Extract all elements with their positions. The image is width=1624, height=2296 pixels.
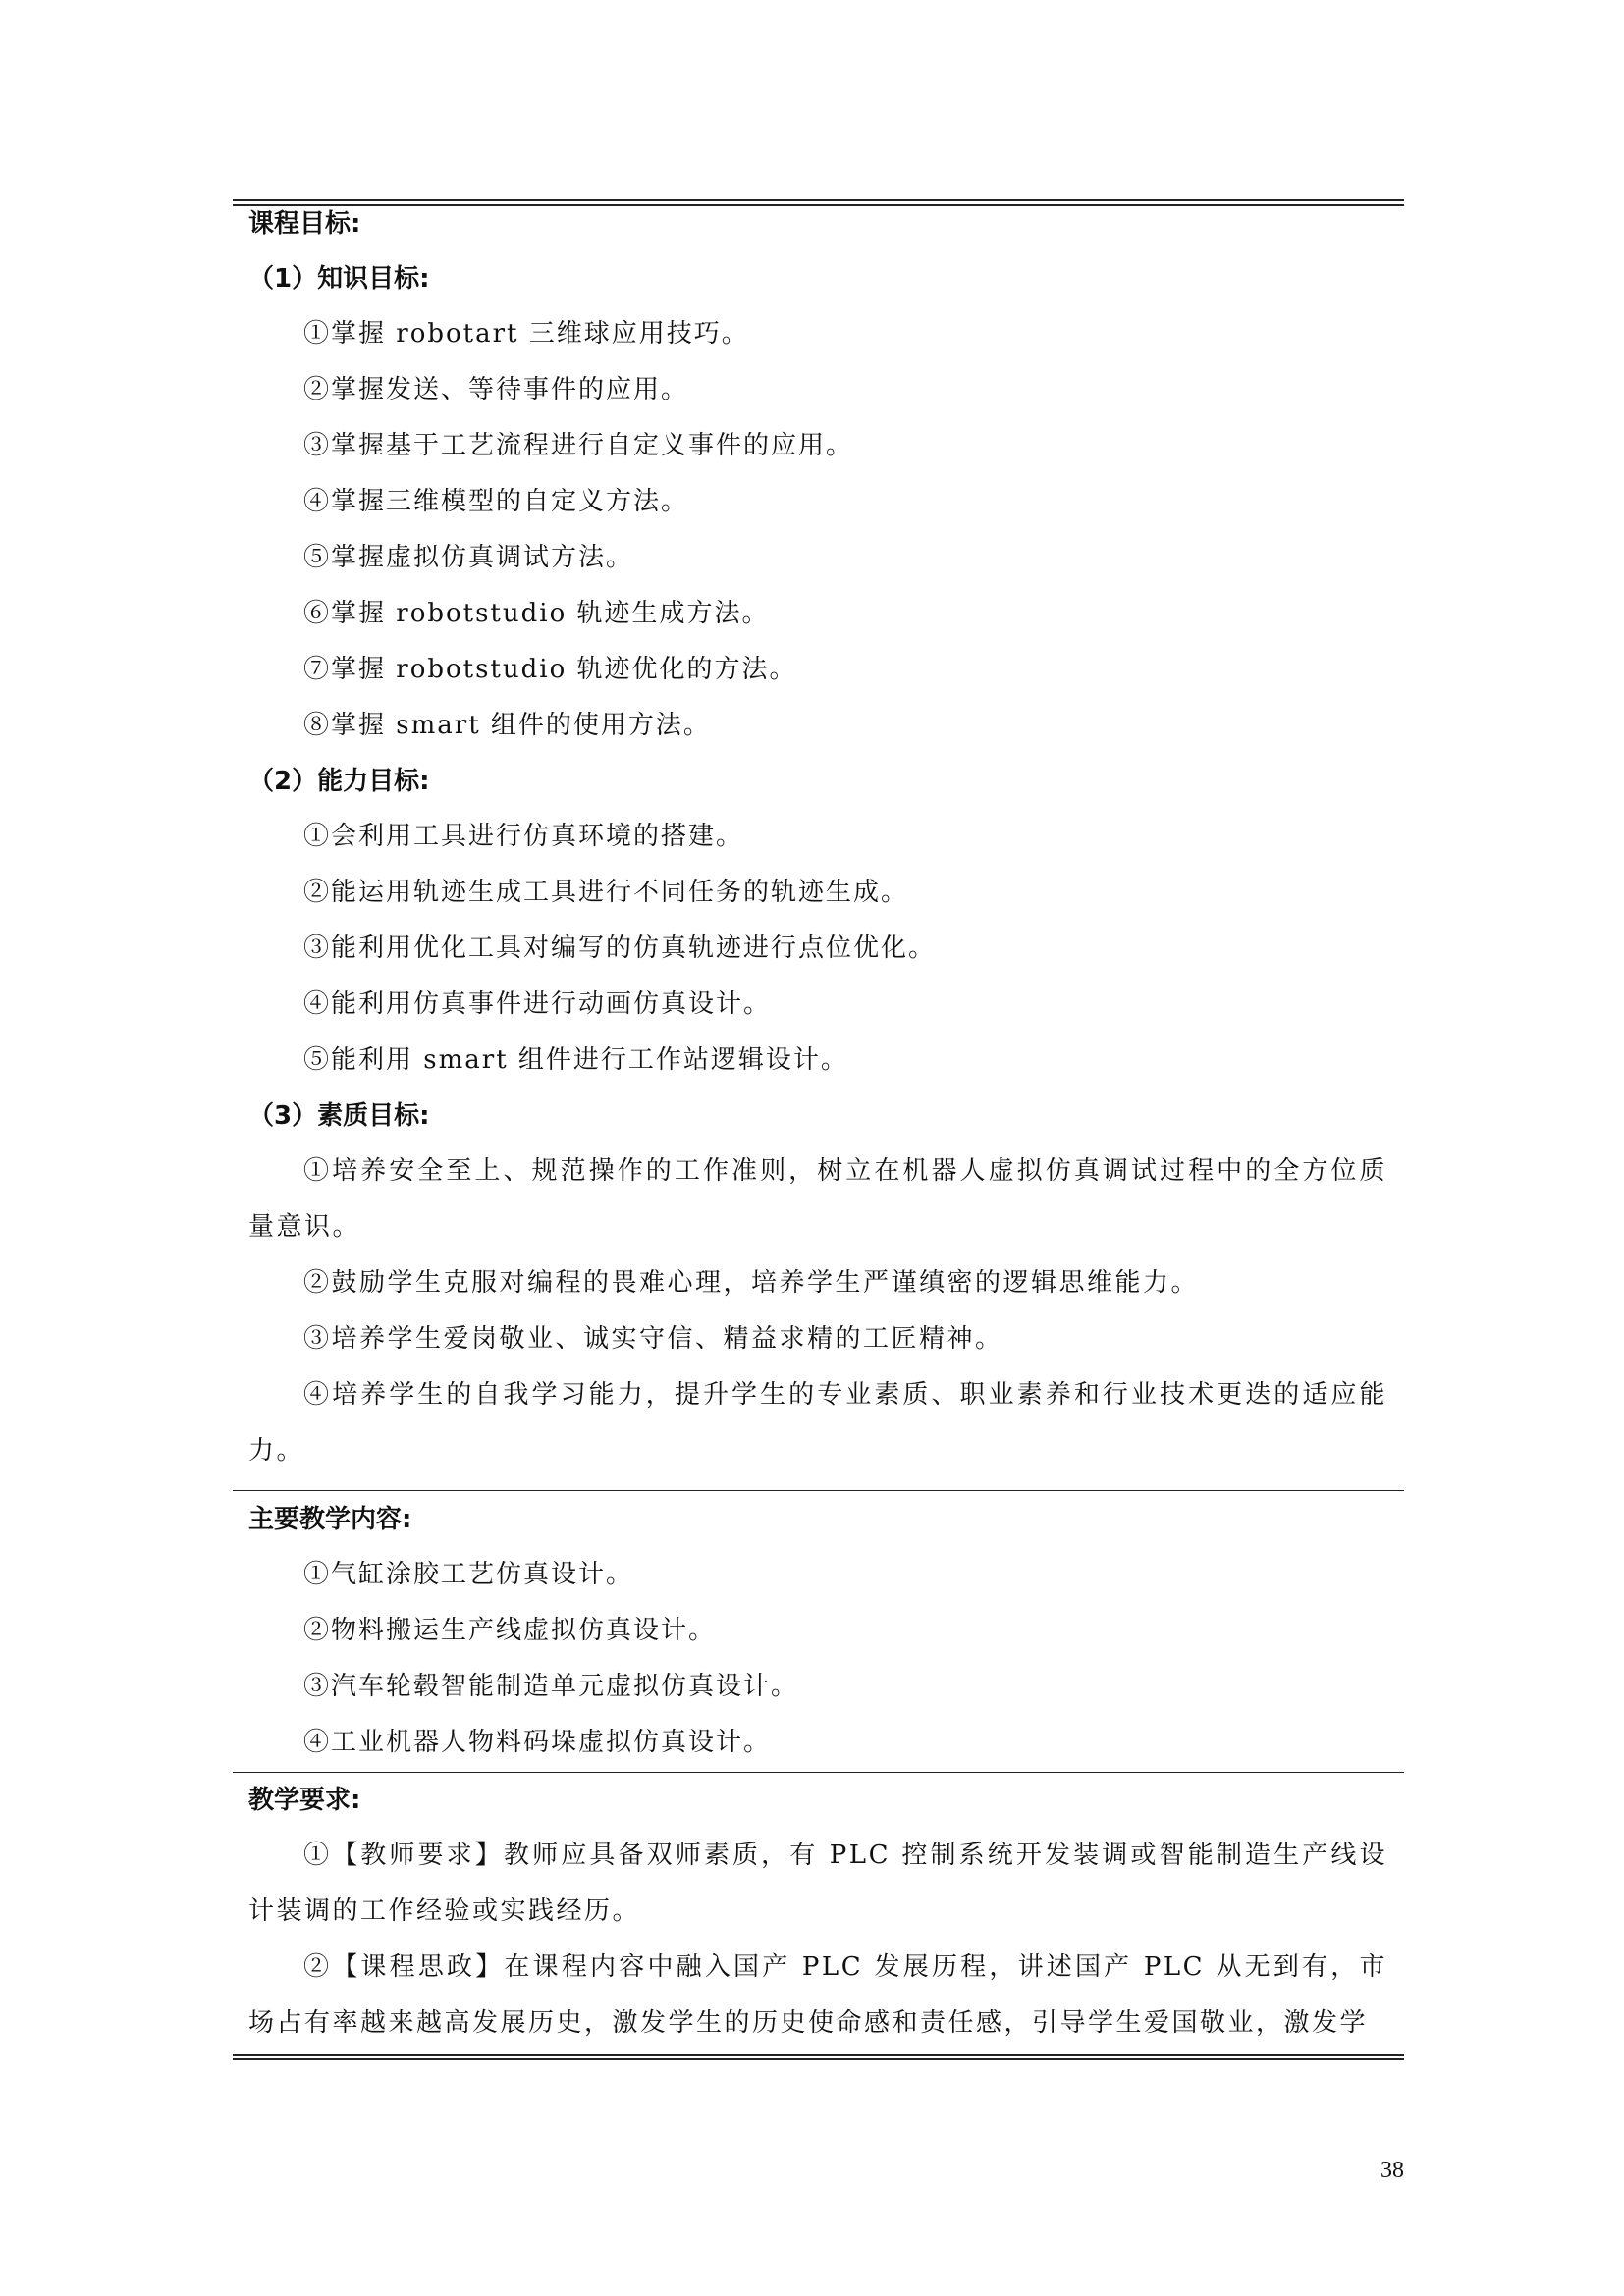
content-item: ③汽车轮毂智能制造单元虚拟仿真设计。 — [303, 1672, 799, 1701]
knowledge-item: ④掌握三维模型的自定义方法。 — [303, 487, 689, 516]
knowledge-item: ⑧掌握 smart 组件的使用方法。 — [303, 711, 711, 740]
requirement-item: ①【教师要求】教师应具备双师素质，有 PLC 控制系统开发装调或智能制造生产线设计装调的工作经验或实践经历。 — [248, 1841, 1387, 1926]
content-item: ②物料搬运生产线虚拟仿真设计。 — [303, 1616, 717, 1645]
ability-item: ②能运用轨迹生成工具进行不同任务的轨迹生成。 — [303, 878, 909, 907]
requirement-item: ②【课程思政】在课程内容中融入国产 PLC 发展历程，讲述国产 PLC 从无到有，市场占有率越来越高发展历史，激发学生的历史使命感和责任感，引导学生爱国敬业，激发学 — [248, 1952, 1387, 2038]
main-content-section — [248, 1492, 1387, 1771]
section-divider — [233, 1490, 1404, 1491]
knowledge-item: ②掌握发送、等待事件的应用。 — [303, 375, 689, 404]
course-objectives-section — [248, 196, 1387, 1479]
bottom-double-rule — [233, 2054, 1404, 2056]
ability-item: ⑤能利用 smart 组件进行工作站逻辑设计。 — [303, 1045, 848, 1075]
knowledge-item: ①掌握 robotart 三维球应用技巧。 — [303, 319, 749, 348]
page-number: 38 — [1380, 2158, 1404, 2183]
ability-objectives-title: （2）能力目标: — [248, 767, 430, 796]
course-objectives-heading: 课程目标: — [248, 209, 361, 239]
knowledge-objectives-title: （1）知识目标: — [248, 264, 430, 294]
main-content-heading: 主要教学内容: — [248, 1505, 412, 1534]
quality-item: ③培养学生爱岗敬业、诚实守信、精益求精的工匠精神。 — [303, 1324, 1003, 1354]
teaching-requirements-heading: 教学要求: — [248, 1786, 361, 1815]
knowledge-item: ⑥掌握 robotstudio 轨迹生成方法。 — [303, 599, 770, 628]
knowledge-item: ③掌握基于工艺流程进行自定义事件的应用。 — [303, 431, 854, 460]
quality-objectives-title: （3）素质目标: — [248, 1101, 430, 1131]
ability-item: ④能利用仿真事件进行动画仿真设计。 — [303, 989, 772, 1019]
content-item: ④工业机器人物料码垛虚拟仿真设计。 — [303, 1728, 772, 1757]
knowledge-item: ⑦掌握 robotstudio 轨迹优化的方法。 — [303, 655, 797, 684]
quality-item: ④培养学生的自我学习能力，提升学生的专业素质、职业素养和行业技术更迭的适应能力。 — [248, 1380, 1387, 1466]
content-item: ①气缸涂胶工艺仿真设计。 — [303, 1560, 634, 1589]
quality-item: ②鼓励学生克服对编程的畏难心理，培养学生严谨缜密的逻辑思维能力。 — [303, 1268, 1200, 1298]
teaching-requirements-section — [248, 1773, 1387, 2052]
knowledge-item: ⑤掌握虚拟仿真调试方法。 — [303, 543, 634, 572]
ability-item: ①会利用工具进行仿真环境的搭建。 — [303, 822, 744, 851]
ability-item: ③能利用优化工具对编写的仿真轨迹进行点位优化。 — [303, 934, 937, 963]
quality-item: ①培养安全至上、规范操作的工作准则，树立在机器人虚拟仿真调试过程中的全方位质量意识。 — [248, 1156, 1387, 1242]
